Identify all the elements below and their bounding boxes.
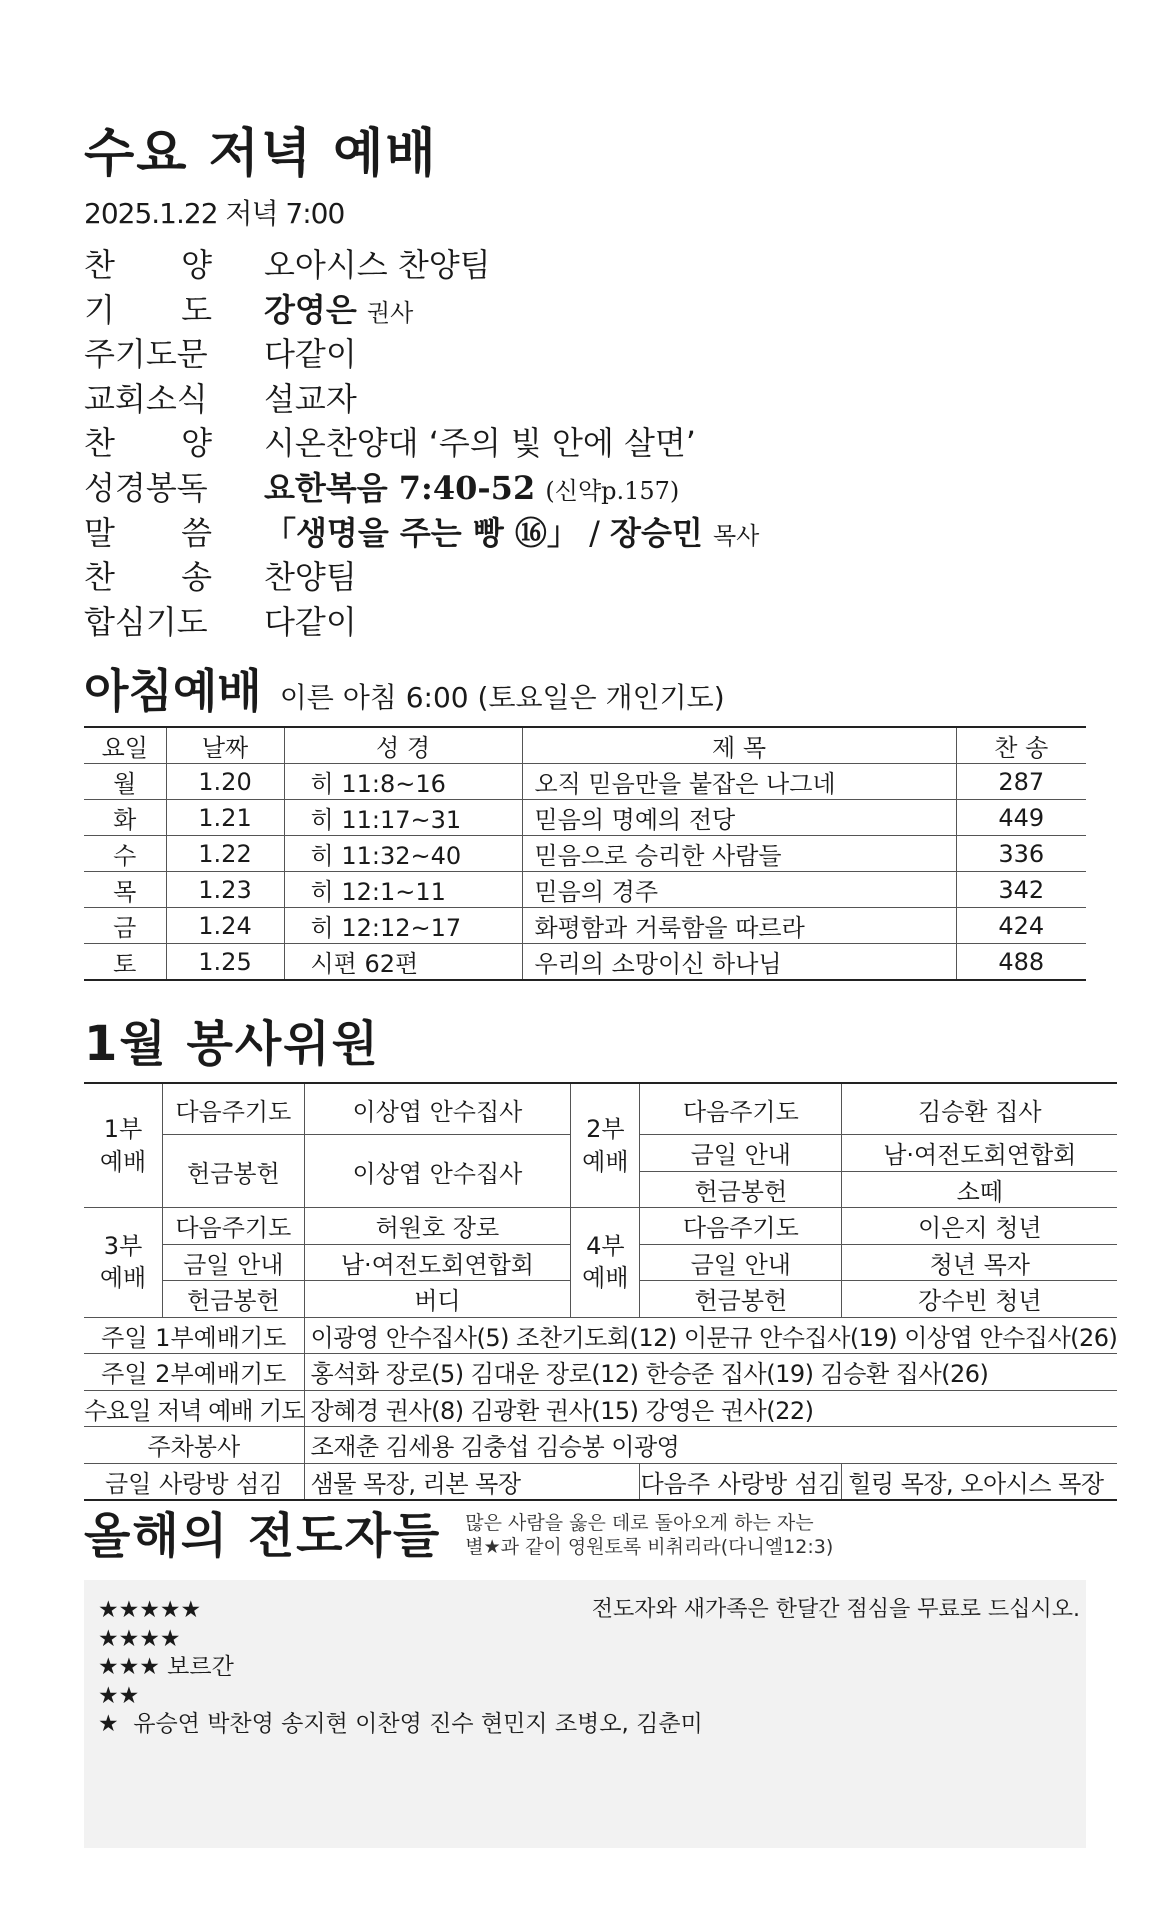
service-1-label — [84, 1083, 163, 1208]
star-rating: ★ — [98, 1711, 119, 1737]
role-cell: 다음주기도 — [640, 1208, 842, 1245]
morning-header — [84, 664, 725, 718]
role-cell: 헌금봉헌 — [640, 1281, 842, 1318]
person-cell: 허원호 장로 — [304, 1208, 571, 1245]
hymn-cell: 336 — [956, 836, 1086, 872]
order-row-hymn-3 — [84, 552, 1086, 597]
table-row — [84, 1317, 1117, 1354]
hymn-cell: 287 — [956, 764, 1086, 800]
service-2-label — [571, 1083, 640, 1208]
title-cell: 우리의 소망이신 하나님 — [522, 944, 956, 981]
order-value: 다같이 — [264, 335, 357, 374]
duty-value: 장혜경 권사(8) 김광환 권사(15) 강영은 권사(22) — [304, 1390, 1117, 1427]
role-cell: 다음주기도 — [640, 1083, 842, 1135]
column-header: 찬 송 — [956, 727, 1086, 764]
scripture-cell: 히 12:12~17 — [284, 908, 522, 944]
table-row — [84, 1427, 1117, 1464]
verse-line: 많은 사람을 옳은 데로 돌아오게 하는 자는 — [465, 1512, 814, 1535]
list-item — [98, 1596, 703, 1625]
table-row — [84, 764, 1086, 800]
duty-label: 금일 사랑방 섬김 — [84, 1463, 304, 1500]
person-cell: 버디 — [304, 1281, 571, 1318]
evangelists-header — [84, 1508, 834, 1564]
order-row-unison-prayer — [84, 597, 1086, 642]
order-row-hymn-2 — [84, 418, 1086, 463]
role-cell: 금일 안내 — [640, 1135, 842, 1172]
evangelists-title: 올해의 전도자들 — [84, 1508, 442, 1564]
wednesday-title: 수요 저녁 예배 — [84, 124, 438, 184]
role-cell: 헌금봉헌 — [163, 1281, 304, 1318]
evangelists-note: 전도자와 새가족은 한달간 점심을 무료로 드십시오. — [591, 1597, 1080, 1622]
date-cell: 1.25 — [166, 944, 284, 981]
title-cell: 믿음의 경주 — [522, 872, 956, 908]
person-cell: 청년 목자 — [842, 1244, 1118, 1281]
table-row — [84, 1083, 1117, 1135]
evangelist-names: 보르간 — [167, 1654, 234, 1680]
scripture-cell: 시편 62편 — [284, 944, 522, 981]
column-header: 제 목 — [522, 727, 956, 764]
order-value: 시온찬양대 ‘주의 빛 안에 살면’ — [264, 424, 696, 463]
list-item — [98, 1682, 703, 1711]
worship-order — [84, 240, 1086, 641]
column-header: 요일 — [84, 727, 166, 764]
role-cell: 헌금봉헌 — [640, 1171, 842, 1208]
evangelist-names: 유승연 박찬영 송지현 이찬영 진수 현민지 조병오, 김춘미 — [133, 1711, 703, 1737]
order-row-hymn-1 — [84, 240, 1086, 285]
day-cell: 월 — [84, 764, 166, 800]
role-cell: 다음주기도 — [163, 1208, 304, 1245]
duty-label: 주일 2부예배기도 — [84, 1354, 304, 1391]
order-label: 씀 — [181, 513, 212, 552]
order-label: 찬 — [84, 558, 115, 597]
scripture-page-ref: (신약p.157) — [545, 476, 680, 505]
person-cell: 남·여전도회연합회 — [842, 1135, 1118, 1172]
wednesday-date: 2025.1.22 저녁 7:00 — [84, 197, 345, 230]
prayer-leader: 강영은 — [264, 290, 357, 329]
volunteers-table — [84, 1082, 1117, 1501]
table-row — [84, 1354, 1117, 1391]
hymn-cell: 449 — [956, 800, 1086, 836]
scripture-cell: 히 11:32~40 — [284, 836, 522, 872]
hymn-cell: 488 — [956, 944, 1086, 981]
service-3-label — [84, 1208, 163, 1318]
order-label: 양 — [181, 424, 212, 463]
order-label: 말 — [84, 513, 115, 552]
table-header-row — [84, 727, 1086, 764]
preacher-name: 장승민 — [610, 513, 703, 552]
role-cell: 다음주기도 — [163, 1083, 304, 1135]
order-row-sermon — [84, 508, 1086, 553]
title-cell: 화평함과 거룩함을 따르라 — [522, 908, 956, 944]
date-cell: 1.21 — [166, 800, 284, 836]
person-cell: 소떼 — [842, 1171, 1118, 1208]
title-cell: 믿음으로 승리한 사람들 — [522, 836, 956, 872]
table-row — [84, 1463, 1117, 1500]
service-name: 1부 예배 — [99, 1115, 147, 1176]
order-label: 도 — [181, 290, 212, 329]
order-label: 교회소식 — [84, 379, 208, 418]
order-value: 설교자 — [264, 379, 357, 418]
duty-value: 힐링 목장, 오아시스 목장 — [842, 1463, 1118, 1500]
duty-label: 다음주 사랑방 섬김 — [640, 1463, 842, 1500]
role-cell: 헌금봉헌 — [163, 1135, 304, 1208]
order-label: 기 — [84, 290, 115, 329]
star-rating: ★★ — [98, 1682, 140, 1709]
person-cell: 김승환 집사 — [842, 1083, 1118, 1135]
star-rating: ★★★★ — [98, 1625, 181, 1652]
person-cell: 이상엽 안수집사 — [304, 1083, 571, 1135]
date-cell: 1.24 — [166, 908, 284, 944]
scripture-cell: 히 11:8~16 — [284, 764, 522, 800]
duty-label: 주차봉사 — [84, 1427, 304, 1464]
hymn-cell: 342 — [956, 872, 1086, 908]
order-label: 찬 — [84, 424, 115, 463]
order-label: 찬 — [84, 246, 115, 284]
duty-value: 샘물 목장, 리본 목장 — [304, 1463, 640, 1500]
person-cell: 이은지 청년 — [842, 1208, 1118, 1245]
table-row — [84, 872, 1086, 908]
star-rating: ★★★ — [98, 1654, 160, 1680]
column-header: 성 경 — [284, 727, 522, 764]
title-cell: 오직 믿음만을 붙잡은 나그네 — [522, 764, 956, 800]
date-cell: 1.23 — [166, 872, 284, 908]
scripture-passage: 요한복음 7:40-52 — [264, 468, 536, 507]
prayer-leader-role: 권사 — [366, 298, 414, 327]
evangelists-verse — [465, 1512, 833, 1560]
hymn-cell: 424 — [956, 908, 1086, 944]
order-row-announcements — [84, 374, 1086, 419]
volunteers-title: 1월 봉사위원 — [84, 1016, 380, 1072]
service-name: 3부 예배 — [99, 1231, 147, 1293]
duty-label: 주일 1부예배기도 — [84, 1317, 304, 1354]
role-cell: 금일 안내 — [640, 1244, 842, 1281]
order-value: 찬양팀 — [264, 558, 357, 597]
morning-schedule-table — [84, 726, 1086, 981]
verse-line: 별★과 같이 영원토록 비취리라(다니엘12:3) — [465, 1536, 834, 1558]
table-row — [84, 1208, 1117, 1245]
person-cell: 강수빈 청년 — [842, 1281, 1118, 1318]
list-item — [98, 1625, 703, 1654]
morning-subtitle: 이른 아침 6:00 (토요일은 개인기도) — [279, 681, 725, 714]
table-row — [84, 908, 1086, 944]
table-row — [84, 944, 1086, 981]
order-label: 성경봉독 — [84, 468, 208, 507]
service-4-label — [571, 1208, 640, 1318]
order-row-scripture — [84, 463, 1086, 508]
table-row — [84, 1390, 1117, 1427]
order-label: 주기도문 — [84, 335, 208, 374]
sermon-separator: / — [589, 513, 600, 552]
day-cell: 화 — [84, 800, 166, 836]
day-cell: 금 — [84, 908, 166, 944]
duty-label: 수요일 저녁 예배 기도 — [84, 1390, 304, 1427]
duty-value: 조재춘 김세용 김충섭 김승봉 이광영 — [304, 1427, 1117, 1464]
list-item — [98, 1710, 703, 1739]
preacher-role: 목사 — [712, 521, 760, 550]
date-cell: 1.22 — [166, 836, 284, 872]
evangelists-list — [98, 1596, 703, 1739]
role-cell: 금일 안내 — [163, 1244, 304, 1281]
list-item — [98, 1653, 703, 1682]
person-cell: 남·여전도회연합회 — [304, 1244, 571, 1281]
order-value: 다같이 — [264, 602, 357, 641]
sermon-title: 「생명을 주는 빵 ⑯」 — [264, 513, 579, 552]
evangelists-box — [84, 1580, 1086, 1848]
title-cell: 믿음의 명예의 전당 — [522, 800, 956, 836]
scripture-cell: 히 11:17~31 — [284, 800, 522, 836]
date-cell: 1.20 — [166, 764, 284, 800]
service-name: 2부 예배 — [582, 1115, 629, 1176]
order-row-lords-prayer — [84, 329, 1086, 374]
day-cell: 목 — [84, 872, 166, 908]
day-cell: 수 — [84, 836, 166, 872]
order-label: 합심기도 — [84, 602, 208, 641]
table-row — [84, 836, 1086, 872]
duty-value: 홍석화 장로(5) 김대운 장로(12) 한승준 집사(19) 김승환 집사(26) — [304, 1354, 1117, 1391]
order-row-prayer — [84, 285, 1086, 330]
column-header: 날짜 — [166, 727, 284, 764]
morning-title: 아침예배 — [84, 664, 262, 718]
service-name: 4부 예배 — [582, 1231, 629, 1293]
day-cell: 토 — [84, 944, 166, 981]
order-label: 양 — [181, 246, 212, 284]
scripture-cell: 히 12:1~11 — [284, 872, 522, 908]
duty-value: 이광영 안수집사(5) 조찬기도회(12) 이문규 안수집사(19) 이상엽 안수집사(26) — [304, 1317, 1117, 1354]
star-rating: ★★★★★ — [98, 1597, 202, 1623]
table-row — [84, 800, 1086, 836]
order-value: 오아시스 찬양팀 — [264, 246, 491, 284]
person-cell: 이상엽 안수집사 — [304, 1135, 571, 1208]
order-label: 송 — [181, 558, 212, 597]
